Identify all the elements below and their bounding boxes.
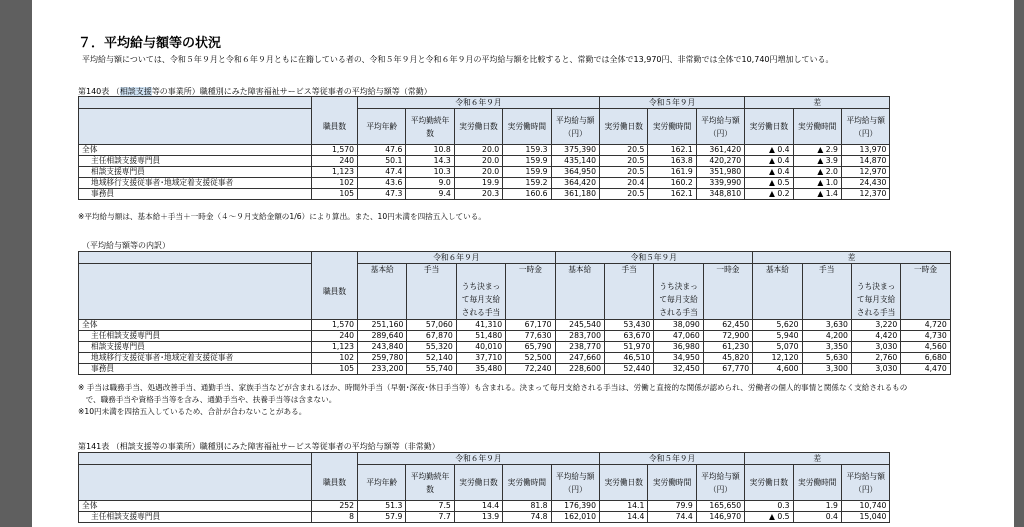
table-cell: 348,810 (696, 189, 744, 200)
table-cell: 162,010 (551, 512, 599, 523)
viewer-right-margin (1014, 0, 1024, 527)
table-cell: 163.8 (648, 156, 696, 167)
table-cell: ▲ 0.4 (745, 145, 793, 156)
table-cell: 72,240 (506, 364, 555, 375)
table-cell: 12,370 (841, 189, 889, 200)
table-cell: 50.1 (358, 156, 406, 167)
table-cell: 159.3 (503, 145, 551, 156)
table141-col-header: 実労働日数 (745, 465, 793, 501)
table-cell: 20.0 (454, 167, 502, 178)
table-cell: 51.3 (358, 501, 406, 512)
table-cell: 5,070 (753, 342, 802, 353)
breakdown-sub-header: うち決まって毎月支給される手当 (851, 264, 900, 320)
table-cell: 233,200 (358, 364, 407, 375)
table141-corner-2 (79, 465, 312, 501)
table140-caption-prefix: 第140表 （ (78, 87, 120, 96)
table-cell: 47.4 (358, 167, 406, 178)
table141-staff-head-top (312, 453, 358, 465)
row-label: 全体 (79, 145, 312, 156)
table141-col-header: 平均給与額（円） (696, 465, 744, 501)
table-cell: 228,600 (555, 364, 604, 375)
table-cell: 24,430 (841, 178, 889, 189)
table-cell: 102 (312, 353, 358, 364)
table140-col-header: 実労働時間 (648, 109, 696, 145)
table-cell: ▲ 2.0 (793, 167, 841, 178)
table140-group-r6: 令和６年９月 (358, 97, 600, 109)
table-cell: 19.9 (454, 178, 502, 189)
row-label: 主任相談支援専門員 (79, 331, 312, 342)
table-cell: 364,420 (551, 178, 599, 189)
table-cell: 247,660 (555, 353, 604, 364)
table-cell: 43.6 (358, 178, 406, 189)
row-label: 事務員 (79, 189, 312, 200)
table141-group-r6: 令和６年９月 (358, 453, 600, 465)
table-row (79, 320, 999, 331)
table140 (78, 96, 939, 200)
table-cell: 7.7 (406, 512, 454, 523)
table-cell: ▲ 0.2 (745, 189, 793, 200)
section-title: ７．平均給与額等の状況 (78, 36, 222, 51)
table141-col-header: 実労働日数 (599, 465, 647, 501)
table-cell: 67,170 (506, 320, 555, 331)
table-cell: 3,630 (802, 320, 851, 331)
table-cell: 351,980 (696, 167, 744, 178)
breakdown-sub-header: 一時金 (901, 264, 950, 320)
table-cell: ▲ 3.9 (793, 156, 841, 167)
table-cell: 51,970 (604, 342, 653, 353)
table-cell: 13.9 (454, 512, 502, 523)
table-row (79, 501, 939, 512)
table141-group-diff: 差 (745, 453, 890, 465)
table-cell: 146,970 (696, 512, 744, 523)
table-cell: 159.9 (503, 156, 551, 167)
table-cell: 243,840 (358, 342, 407, 353)
table-cell: 4,560 (901, 342, 950, 353)
breakdown-sub-header: うち決まって毎月支給される手当 (654, 264, 703, 320)
table-cell: 2,760 (851, 353, 900, 364)
table141-col-header: 平均給与額（円） (841, 465, 889, 501)
table141-caption: 第141表 （相談支援等の事業所）職種別にみた障害福祉サービス等従事者の平均給与額等（非常勤） (78, 442, 440, 451)
row-label: 事務員 (79, 364, 312, 375)
table-cell: 67,770 (703, 364, 752, 375)
table-cell: 0.4 (793, 512, 841, 523)
table140-col-header: 平均勤続年数 (406, 109, 454, 145)
table-cell: 3,220 (851, 320, 900, 331)
table-cell: 51,480 (456, 331, 505, 342)
table-cell: 160.2 (648, 178, 696, 189)
table-cell: 63,670 (604, 331, 653, 342)
table140-col-header: 職員数 (312, 109, 358, 145)
table-cell: 38,090 (654, 320, 703, 331)
table-cell: 339,990 (696, 178, 744, 189)
breakdown-sub-header: 基本給 (358, 264, 407, 320)
table-cell: 67,870 (407, 331, 456, 342)
table-cell: 4,720 (901, 320, 950, 331)
table-cell: 159.2 (503, 178, 551, 189)
table-cell: 35,480 (456, 364, 505, 375)
table-cell: 6,680 (901, 353, 950, 364)
breakdown-sub-header: 基本給 (555, 264, 604, 320)
table-cell: 9.0 (406, 178, 454, 189)
table-cell: 4,600 (753, 364, 802, 375)
table-cell: 81.8 (503, 501, 551, 512)
table-cell: 57.9 (358, 512, 406, 523)
breakdown-group-r5: 令和５年９月 (555, 252, 753, 264)
table-cell: ▲ 1.0 (793, 178, 841, 189)
table-cell: 57,060 (407, 320, 456, 331)
table-cell: 364,950 (551, 167, 599, 178)
table-cell: 240 (312, 156, 358, 167)
table-cell: 14.1 (599, 501, 647, 512)
table-cell: 14,870 (841, 156, 889, 167)
table-cell: 77,630 (506, 331, 555, 342)
viewer-left-margin (0, 0, 32, 527)
table141-col-header: 実労働時間 (648, 465, 696, 501)
document-page (32, 0, 1014, 527)
table-cell: 20.0 (454, 145, 502, 156)
table140-caption-rest: 等の事業所）職種別にみた障害福祉サービス等従事者の平均給与額等（常勤） (151, 87, 432, 96)
table-cell: 245,540 (555, 320, 604, 331)
table-cell: 12,120 (753, 353, 802, 364)
table-cell: 105 (312, 364, 358, 375)
table-cell: 20.3 (454, 189, 502, 200)
table141-col-header: 実労働日数 (454, 465, 502, 501)
table-cell: 1,123 (312, 167, 358, 178)
table-cell: 3,030 (851, 364, 900, 375)
row-label: 全体 (79, 501, 312, 512)
breakdown-sub-header: 手当 (407, 264, 456, 320)
table-cell: 176,390 (551, 501, 599, 512)
table-row (79, 178, 939, 189)
table140-caption-highlight: 相談支援 (119, 87, 152, 96)
table-row (79, 364, 999, 375)
table-cell: 7.5 (406, 501, 454, 512)
table140-col-header: 平均年齢 (358, 109, 406, 145)
table-row (79, 342, 999, 353)
table-cell: ▲ 0.4 (745, 156, 793, 167)
table-cell: 160.6 (503, 189, 551, 200)
table-cell: 15,040 (841, 512, 889, 523)
table-cell: 20.0 (454, 156, 502, 167)
table-cell: 74.8 (503, 512, 551, 523)
breakdown-table (78, 251, 999, 375)
table-cell: 20.5 (599, 167, 647, 178)
table-cell: 361,420 (696, 145, 744, 156)
table-cell: 45,820 (703, 353, 752, 364)
table-cell: ▲ 2.9 (793, 145, 841, 156)
table141-col-header: 職員数 (312, 465, 358, 501)
table-cell: 162.1 (648, 189, 696, 200)
table-cell: 9.4 (406, 189, 454, 200)
table-cell: 159.9 (503, 167, 551, 178)
table-cell: 240 (312, 331, 358, 342)
row-label: 全体 (79, 320, 312, 331)
table-cell: 435,140 (551, 156, 599, 167)
table-cell: 420,270 (696, 156, 744, 167)
table-row (79, 156, 939, 167)
table-cell: 65,790 (506, 342, 555, 353)
breakdown-group-diff: 差 (753, 252, 951, 264)
table-cell: 72,900 (703, 331, 752, 342)
table-cell: 3,300 (802, 364, 851, 375)
table-cell: 5,630 (802, 353, 851, 364)
table-cell: 4,470 (901, 364, 950, 375)
table-row (79, 331, 999, 342)
table-cell: 0.3 (745, 501, 793, 512)
table-cell: 259,780 (358, 353, 407, 364)
table-row (79, 353, 999, 364)
table-row (79, 189, 939, 200)
table-cell: ▲ 0.5 (745, 512, 793, 523)
breakdown-sub-header: 基本給 (753, 264, 802, 320)
table-cell: 161.9 (648, 167, 696, 178)
row-label: 地域移行支援従事者･地域定着支援従事者 (79, 178, 312, 189)
table141-group-r5: 令和５年９月 (599, 453, 744, 465)
table-cell: 47.6 (358, 145, 406, 156)
breakdown-staff-head-top (312, 252, 358, 264)
table-cell: ▲ 0.5 (745, 178, 793, 189)
intro-paragraph: 平均給与額については、令和５年９月と令和６年９月ともに在籍している者の、令和５年９月と令和６年９月の平均給与額を比較すると、常勤では全体で13,970円、非常勤では全体で10,740円増加している。 (82, 55, 834, 64)
table140-corner-2 (79, 109, 312, 145)
table140-staff-head-top (312, 97, 358, 109)
table-cell: 14.4 (454, 501, 502, 512)
table-cell: 4,730 (901, 331, 950, 342)
table140-col-header: 平均給与額（円） (551, 109, 599, 145)
table-cell: 36,980 (654, 342, 703, 353)
breakdown-group-r6: 令和６年９月 (358, 252, 556, 264)
table-cell: 252 (312, 501, 358, 512)
breakdown-sub-header: 一時金 (506, 264, 555, 320)
table141-col-header: 実労働時間 (793, 465, 841, 501)
table-cell: 1,570 (312, 320, 358, 331)
table141 (78, 452, 939, 523)
table-cell: 52,140 (407, 353, 456, 364)
table140-col-header: 実労働時間 (503, 109, 551, 145)
table-cell: 20.5 (599, 145, 647, 156)
table-cell: 251,160 (358, 320, 407, 331)
breakdown-sub-header: 手当 (802, 264, 851, 320)
breakdown-staff-header: 職員数 (312, 264, 358, 320)
table141-col-header: 平均給与額（円） (551, 465, 599, 501)
table140-col-header: 実労働日数 (745, 109, 793, 145)
table-cell: 41,310 (456, 320, 505, 331)
table-cell: 13,970 (841, 145, 889, 156)
table-cell: 1,570 (312, 145, 358, 156)
table-cell: 46,510 (604, 353, 653, 364)
table-cell: ▲ 1.4 (793, 189, 841, 200)
breakdown-corner-2 (79, 264, 312, 320)
table-cell: 102 (312, 178, 358, 189)
table-cell: ▲ 0.4 (745, 167, 793, 178)
breakdown-sub-header: 手当 (604, 264, 653, 320)
table140-note: ※平均給与額は、基本給＋手当＋一時金（４～９月支給金額の1/6）により算出。また、10円未満を四捨五入している。 (78, 212, 486, 221)
table141-col-header: 平均勤続年数 (406, 465, 454, 501)
table-cell: 55,740 (407, 364, 456, 375)
table-cell: 47.3 (358, 189, 406, 200)
table-cell: 79.9 (648, 501, 696, 512)
table-cell: 3,350 (802, 342, 851, 353)
table140-col-header: 実労働日数 (454, 109, 502, 145)
row-label: 相談支援専門員 (79, 342, 312, 353)
table-row (79, 167, 939, 178)
table-cell: 238,770 (555, 342, 604, 353)
table-cell: 12,970 (841, 167, 889, 178)
table-cell: 289,640 (358, 331, 407, 342)
table-cell: 1,123 (312, 342, 358, 353)
table-cell: 53,430 (604, 320, 653, 331)
table-cell: 37,710 (456, 353, 505, 364)
breakdown-note-3: ※10円未満を四捨五入しているため、合計が合わないことがある。 (78, 407, 307, 416)
table-cell: 20.4 (599, 178, 647, 189)
breakdown-caption: （平均給与額等の内訳） (82, 241, 170, 250)
table-cell: 52,440 (604, 364, 653, 375)
row-label: 主任相談支援専門員 (79, 512, 312, 523)
table-cell: 55,320 (407, 342, 456, 353)
row-label: 地域移行支援従事者･地域定着支援従事者 (79, 353, 312, 364)
table-cell: 10.8 (406, 145, 454, 156)
table-row (79, 145, 939, 156)
table141-col-header: 平均年齢 (358, 465, 406, 501)
table-cell: 10,740 (841, 501, 889, 512)
table141-col-header: 実労働時間 (503, 465, 551, 501)
table-cell: 3,030 (851, 342, 900, 353)
table-cell: 4,200 (802, 331, 851, 342)
row-label: 主任相談支援専門員 (79, 156, 312, 167)
breakdown-note-2: で、職務手当や資格手当等を含み、通勤手当や、扶養手当等は含まない。 (78, 395, 337, 404)
table-cell: 20.5 (599, 156, 647, 167)
table140-group-diff: 差 (745, 97, 890, 109)
table-row (79, 512, 939, 523)
breakdown-corner (79, 252, 312, 264)
table-cell: 32,450 (654, 364, 703, 375)
table-cell: 20.5 (599, 189, 647, 200)
table140-corner (79, 97, 312, 109)
table-cell: 34,950 (654, 353, 703, 364)
breakdown-sub-header: 一時金 (703, 264, 752, 320)
table-cell: 10.3 (406, 167, 454, 178)
table-cell: 105 (312, 189, 358, 200)
table-cell: 47,060 (654, 331, 703, 342)
table141-corner (79, 453, 312, 465)
table-cell: 61,230 (703, 342, 752, 353)
table140-col-header: 平均給与額（円） (696, 109, 744, 145)
table-cell: 165,650 (696, 501, 744, 512)
table140-group-r5: 令和５年９月 (599, 97, 744, 109)
table-cell: 52,500 (506, 353, 555, 364)
breakdown-sub-header: うち決まって毎月支給される手当 (456, 264, 505, 320)
table-cell: 62,450 (703, 320, 752, 331)
table-cell: 8 (312, 512, 358, 523)
table-cell: 162.1 (648, 145, 696, 156)
table-cell: 5,620 (753, 320, 802, 331)
table-cell: 375,390 (551, 145, 599, 156)
table-cell: 14.3 (406, 156, 454, 167)
row-label: 相談支援専門員 (79, 167, 312, 178)
table-cell: 1.9 (793, 501, 841, 512)
table-cell: 5,940 (753, 331, 802, 342)
table-cell: 40,010 (456, 342, 505, 353)
table-cell: 4,420 (851, 331, 900, 342)
table140-col-header: 実労働時間 (793, 109, 841, 145)
breakdown-note-1: ※ 手当は職務手当、処遇改善手当、通勤手当、家族手当などが含まれるほか、時間外手当（早朝･深夜･休日手当等）も含まれる。決まって毎月支給される手当は、労働と直接的な関係が認められ、労働者の個人的事情と関係なく支給されるもの (78, 383, 908, 392)
table-cell: 74.4 (648, 512, 696, 523)
table140-col-header: 平均給与額（円） (841, 109, 889, 145)
table-cell: 14.4 (599, 512, 647, 523)
table-cell: 283,700 (555, 331, 604, 342)
table140-col-header: 実労働日数 (599, 109, 647, 145)
table-cell: 361,180 (551, 189, 599, 200)
